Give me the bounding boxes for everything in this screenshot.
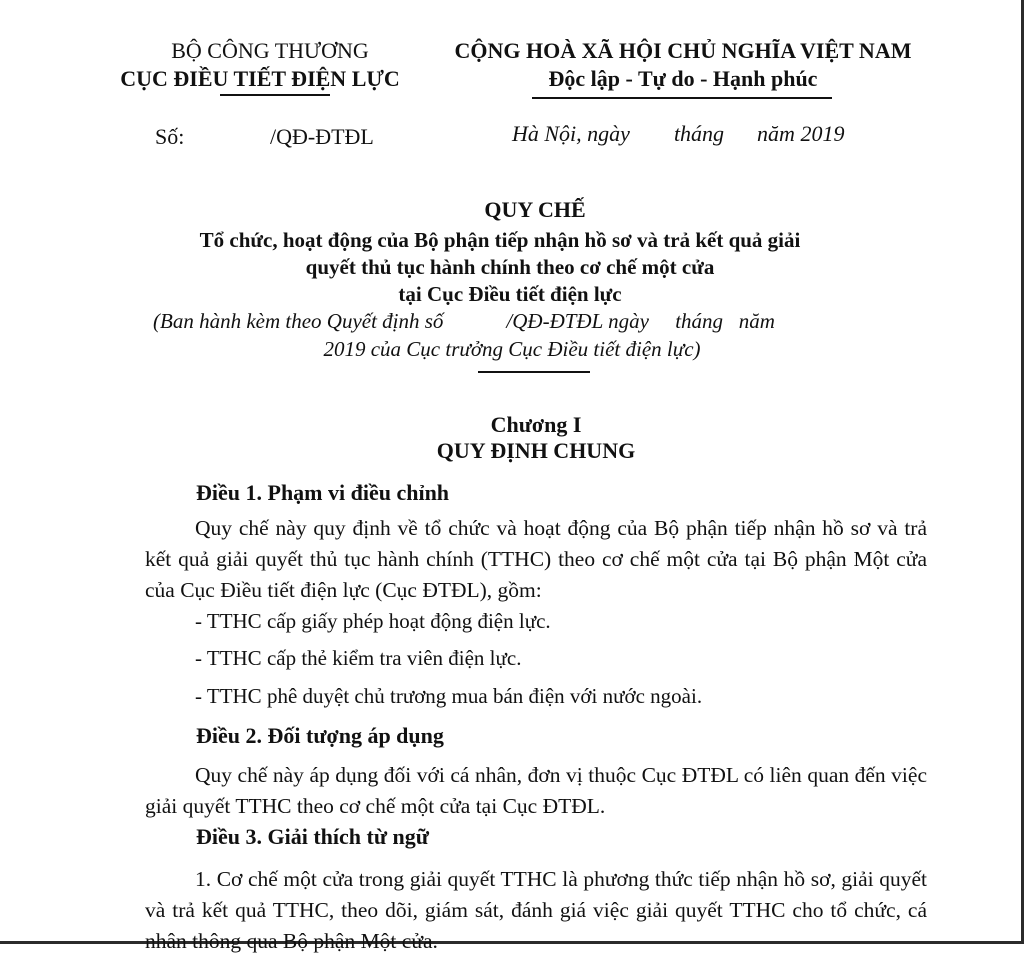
- article-1-text: Quy chế này quy định về tổ chức và hoạt động của Bộ phận tiếp nhận hồ sơ và trả kết quả giải quyết thủ tục hành chính (TTHC) theo cơ chế một cửa tại Bộ phận Một cửa của Cục Điều tiết điện lực (Cục ĐTĐL), gồm:: [145, 516, 927, 602]
- document-title: QUY CHẾ: [484, 197, 586, 222]
- ministry-name: BỘ CÔNG THƯƠNG: [171, 38, 369, 63]
- article-1-title: Điều 1. Phạm vi điều chỉnh: [196, 480, 450, 505]
- agency-name: CỤC ĐIỀU TIẾT ĐIỆN LỰC: [120, 66, 400, 91]
- agency-underline: [220, 94, 330, 96]
- issuance-note-2: 2019 của Cục trưởng Cục Điều tiết điện lực): [323, 337, 701, 361]
- title-line-1: Tổ chức, hoạt động của Bộ phận tiếp nhận hồ sơ và trả kết quả giải: [199, 228, 801, 252]
- place-date: Hà Nội, ngày tháng năm 2019: [512, 121, 845, 146]
- title-line-3: tại Cục Điều tiết điện lực: [398, 282, 622, 306]
- article-2-title: Điều 2. Đối tượng áp dụng: [196, 723, 444, 748]
- article-3-title: Điều 3. Giải thích từ ngữ: [196, 824, 429, 849]
- article-3-body: [145, 864, 927, 957]
- article-3-text: 1. Cơ chế một cửa trong giải quyết TTHC là phương thức tiếp nhận hồ sơ, giải quyết và trả kết quả TTHC, theo dõi, giám sát, đánh giá việc giải quyết TTHC cho tổ chức, cá nhân thông qua Bộ phận Một cửa.: [145, 867, 927, 953]
- article-1-item-3: - TTHC phê duyệt chủ trương mua bán điện với nước ngoài.: [195, 684, 703, 708]
- national-motto: Độc lập - Tự do - Hạnh phúc: [548, 66, 818, 91]
- republic-name: CỘNG HOÀ XÃ HỘI CHỦ NGHĨA VIỆT NAM: [454, 38, 912, 63]
- document-number: /QĐ-ĐTĐL: [270, 124, 374, 149]
- title-line-2: quyết thủ tục hành chính theo cơ chế một cửa: [305, 255, 715, 279]
- chapter-name: QUY ĐỊNH CHUNG: [436, 438, 636, 463]
- article-1-body: [145, 513, 927, 606]
- article-1-item-2: - TTHC cấp thẻ kiểm tra viên điện lực.: [195, 646, 522, 670]
- article-2-body: [145, 760, 927, 822]
- issuance-note-1: (Ban hành kèm theo Quyết định số /QĐ-ĐTĐL ngày tháng năm: [153, 309, 775, 333]
- chapter-label: Chương I: [490, 412, 582, 437]
- article-2-text: Quy chế này áp dụng đối với cá nhân, đơn vị thuộc Cục ĐTĐL có liên quan đến việc giải quyết TTHC theo cơ chế một cửa tại Cục ĐTĐL.: [145, 763, 927, 818]
- article-1-item-1: - TTHC cấp giấy phép hoạt động điện lực.: [195, 609, 551, 633]
- document-number-label: Số:: [155, 124, 185, 149]
- motto-underline: [532, 97, 832, 99]
- title-separator: [478, 371, 590, 373]
